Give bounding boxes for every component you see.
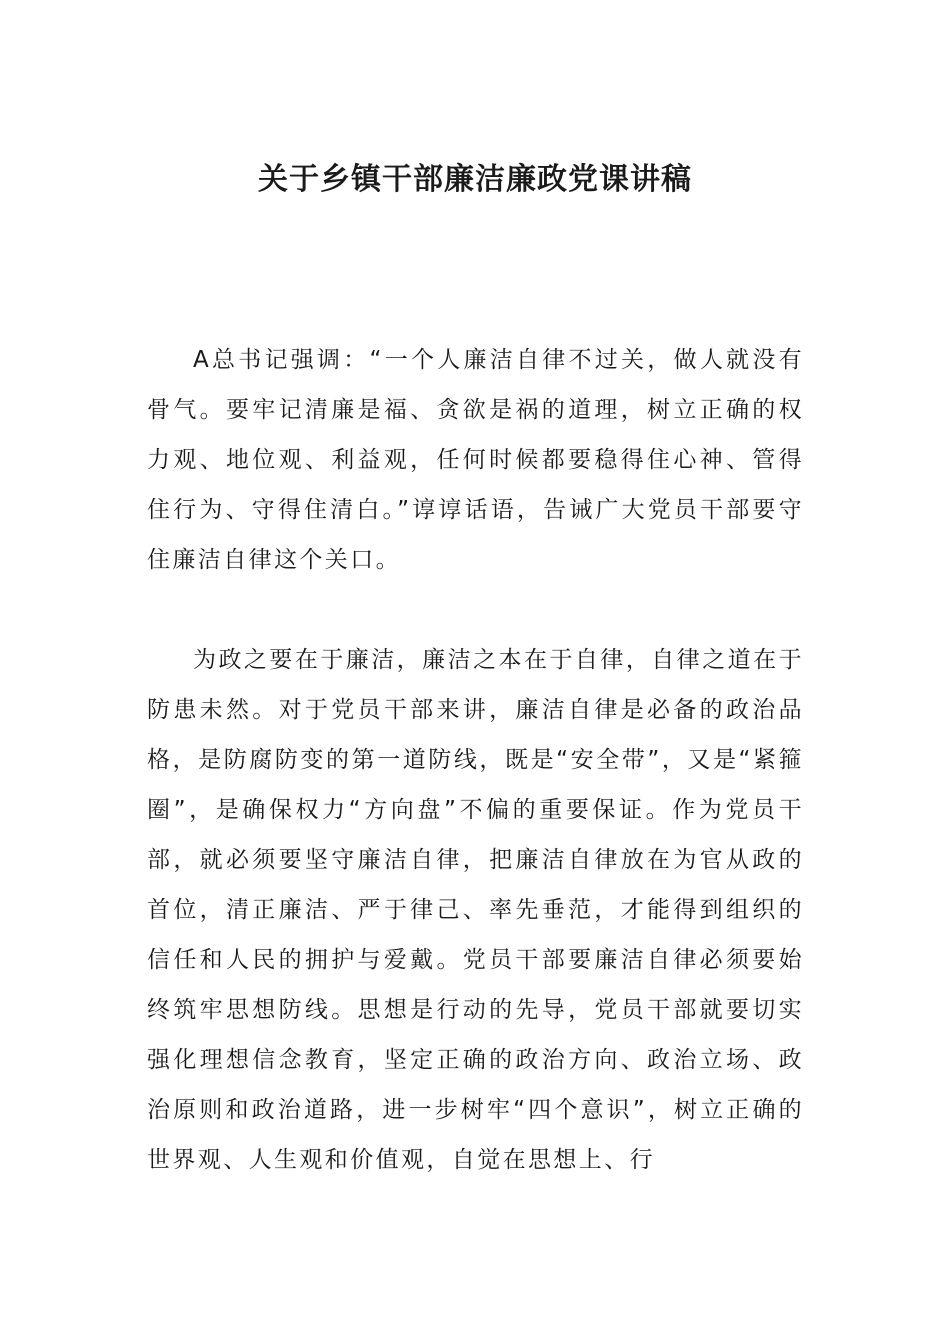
body-paragraph-1: A总书记强调：“一个人廉洁自律不过关，做人就没有骨气。要牢记清廉是福、贪欲是祸的道理，树立正确的权力观、地位观、利益观，任何时候都要稳得住心神、管得住行为、守得住清白。”谆谆话语，告诫广大党员干部要守住廉洁自律这个关口。 <box>147 347 804 573</box>
body-paragraph-2-wrapper <box>147 635 804 1185</box>
document-title: 关于乡镇干部廉洁廉政党课讲稿 <box>258 162 692 197</box>
body-paragraph-1-wrapper <box>147 335 804 585</box>
body-paragraph-2: 为政之要在于廉洁，廉洁之本在于自律，自律之道在于防患未然。对于党员干部来讲，廉洁自律是必备的政治品格，是防腐防变的第一道防线，既是“安全带”，又是“紧箍圈”，是确保权力“方向盘”不偏的重要保证。作为党员干部，就必须要坚守廉洁自律，把廉洁自律放在为官从政的首位，清正廉洁、严于律己、率先垂范，才能得到组织的信任和人民的拥护与爱戴。党员干部要廉洁自律必须要始终筑牢思想防线。思想是行动的先导，党员干部就要切实强化理想信念教育，坚定正确的政治方向、政治立场、政治原则和政治道路，进一步树牢“四个意识”，树立正确的世界观、人生观和价值观，自觉在思想上、行 <box>147 647 804 1173</box>
